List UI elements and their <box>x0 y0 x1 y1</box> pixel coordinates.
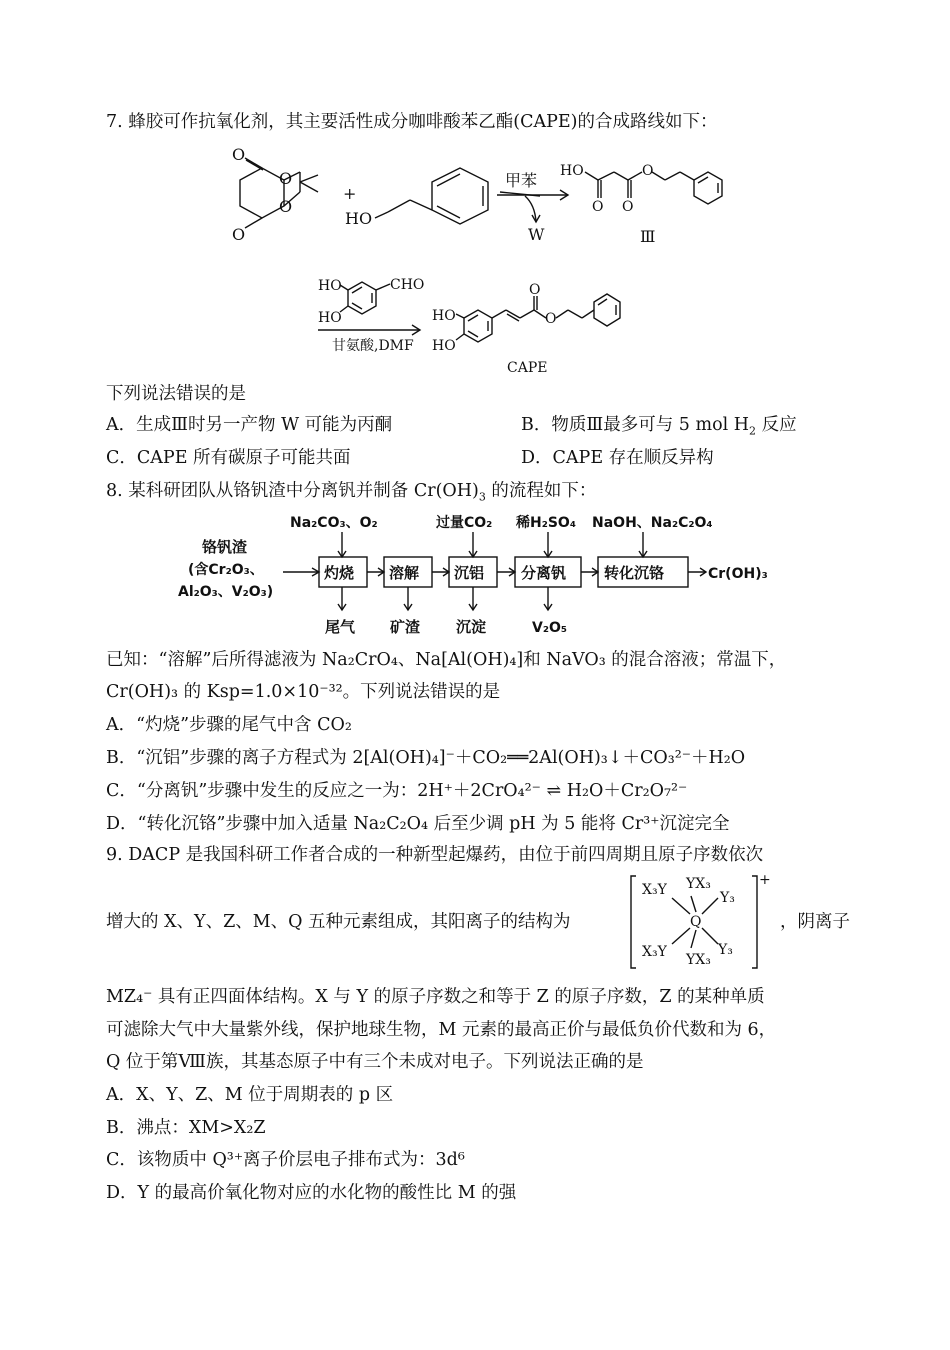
compound3-ho: HO <box>560 163 584 179</box>
compound3-o1: O <box>592 199 604 215</box>
plus-sign: + <box>343 184 357 203</box>
phenylethanol-ho: HO <box>345 209 373 228</box>
meldrum-ring-o2: O <box>279 197 293 216</box>
q9-line1: 9. DACP 是我国科研工作者合成的一种新型起爆药，由位于前四周期且原子序数依次 <box>106 845 764 865</box>
q7-option-a: A．生成Ⅲ时另一产物 W 可能为丙酮 <box>106 415 393 435</box>
meldrum-acid-ring <box>240 168 284 218</box>
cape-ester-o: O <box>545 311 557 327</box>
flow-input-1: Na₂CO₃、O₂ <box>290 515 378 531</box>
q7-question: 下列说法错误的是 <box>106 384 246 404</box>
q8-known-line1: 已知：“溶解”后所得滤液为 Na₂CrO₄、Na[Al(OH)₄]和 NaVO₃ 的混合溶液；常温下， <box>106 650 787 670</box>
aldehyde-ho2: HO <box>318 310 342 326</box>
cape-ho1: HO <box>432 308 456 324</box>
q9-option-d: D．Y 的最高价氧化物对应的水化物的酸性比 M 的强 <box>106 1183 517 1203</box>
q7-option-d: D．CAPE 存在顺反异构 <box>521 448 714 468</box>
q7-option-b: B．物质Ⅲ最多可与 5 mol $H_2$ 反应 <box>521 415 797 438</box>
flow-input-2: 过量CO₂ <box>436 515 493 531</box>
flow-product: Cr(OH)₃ <box>708 566 768 582</box>
byproduct-w: W <box>528 225 545 244</box>
q8-option-b: B．“沉铝”步骤的离子方程式为 2[Al(OH)₄]⁻＋CO₂══2Al(OH)₃↓＋CO₃²⁻＋H₂O <box>106 748 746 768</box>
flow-input-3: 稀H₂SO₄ <box>516 515 576 531</box>
cation-charge: + <box>759 872 771 888</box>
flow-source-line3: Al₂O₃、V₂O₃) <box>178 584 274 600</box>
cation-x3y-top: X₃Y <box>642 882 667 898</box>
reagent-toluene: 甲苯 <box>505 171 538 190</box>
q7-option-c: C．CAPE 所有碳原子可能共面 <box>106 448 351 468</box>
flow-output-2: 矿渣 <box>390 618 421 636</box>
flow-step-2: 溶解 <box>389 564 420 582</box>
q8-known-line2: Cr(OH)₃ 的 Ksp=1.0×10⁻³²。下列说法错误的是 <box>106 682 501 702</box>
cape-label: CAPE <box>507 360 548 376</box>
phenylethanol-ring <box>432 168 488 224</box>
q8-option-c: C．“分离钒”步骤中发生的反应之一为：2H⁺＋2CrO₄²⁻ ⇌ H₂O＋Cr₂O₇²⁻ <box>106 781 688 801</box>
reagent-glycine: 甘氨酸,DMF <box>332 338 414 354</box>
cation-y3-top: Y₃ <box>720 890 735 906</box>
cation-yx3-top: YX₃ <box>686 876 711 892</box>
q7-synthesis-scheme <box>0 140 950 390</box>
q9-line4: 可滤除大气中大量紫外线，保护地球生物，M 元素的最高正价与最低负价代数和为 6， <box>106 1020 777 1040</box>
flow-step-5: 转化沉铬 <box>604 564 665 582</box>
q9-option-c: C．该物质中 Q³⁺离子价层电子排布式为：3d⁶ <box>106 1150 465 1170</box>
q9-line2-pre: 增大的 X、Y、Z、M、Q 五种元素组成，其阳离子的结构为 <box>106 912 571 932</box>
q9-option-a: A．X、Y、Z、M 位于周期表的 p 区 <box>106 1085 394 1105</box>
flow-output-1: 尾气 <box>325 618 356 636</box>
flow-output-3: 沉淀 <box>456 618 487 636</box>
compound3-o2: O <box>622 199 634 215</box>
cation-y3-bottom: Y₃ <box>718 942 733 958</box>
q8-flowchart <box>0 505 950 645</box>
cation-q: Q <box>690 914 702 930</box>
q9-option-b: B．沸点：XM>X₂Z <box>106 1118 266 1138</box>
q9-line2-post: ，阴离子 <box>780 912 850 932</box>
flow-step-3: 沉铝 <box>454 564 485 582</box>
compound3-label: Ⅲ <box>640 227 656 246</box>
meldrum-o-bottom: O <box>232 225 246 244</box>
flow-step-1: 灼烧 <box>324 564 355 582</box>
q9-line5: Q 位于第Ⅷ族，其基态原子中有三个未成对电子。下列说法正确的是 <box>106 1052 644 1072</box>
compound3-ester-o: O <box>642 163 654 179</box>
meldrum-o-top: O <box>232 145 246 164</box>
q9-line3: MZ₄⁻ 具有正四面体结构。X 与 Y 的原子序数之和等于 Z 的原子序数，Z 的某种单质 <box>106 987 765 1007</box>
flow-step-4: 分离钒 <box>521 564 567 582</box>
q8-stem: 8. 某科研团队从铬钒渣中分离钒并制备 $Cr(OH)_3$ 的流程如下： <box>106 481 597 504</box>
q8-option-d: D．“转化沉铬”步骤中加入适量 Na₂C₂O₄ 后至少调 pH 为 5 能将 Cr³⁺沉淀完全 <box>106 814 730 834</box>
cape-carbonyl-o: O <box>529 282 541 298</box>
meldrum-ring-o1: O <box>279 169 293 188</box>
q7-stem: 7. 蜂胶可作抗氧化剂，其主要活性成分咖啡酸苯乙酯(CAPE)的合成路线如下： <box>106 112 718 132</box>
cation-x3y-bottom: X₃Y <box>642 944 667 960</box>
flow-source-line2: (含Cr₂O₃、 <box>188 562 264 578</box>
aldehyde-cho: CHO <box>390 277 425 293</box>
flow-output-4: V₂O₅ <box>532 620 567 636</box>
aldehyde-ho1: HO <box>318 278 342 294</box>
cation-yx3-bottom: YX₃ <box>686 952 711 968</box>
flow-input-4: NaOH、Na₂C₂O₄ <box>592 515 713 531</box>
cation-structure <box>628 872 771 972</box>
q8-option-a: A．“灼烧”步骤的尾气中含 CO₂ <box>106 715 352 735</box>
cape-ho2: HO <box>432 338 456 354</box>
flow-source-line1: 铬钒渣 <box>202 538 248 556</box>
